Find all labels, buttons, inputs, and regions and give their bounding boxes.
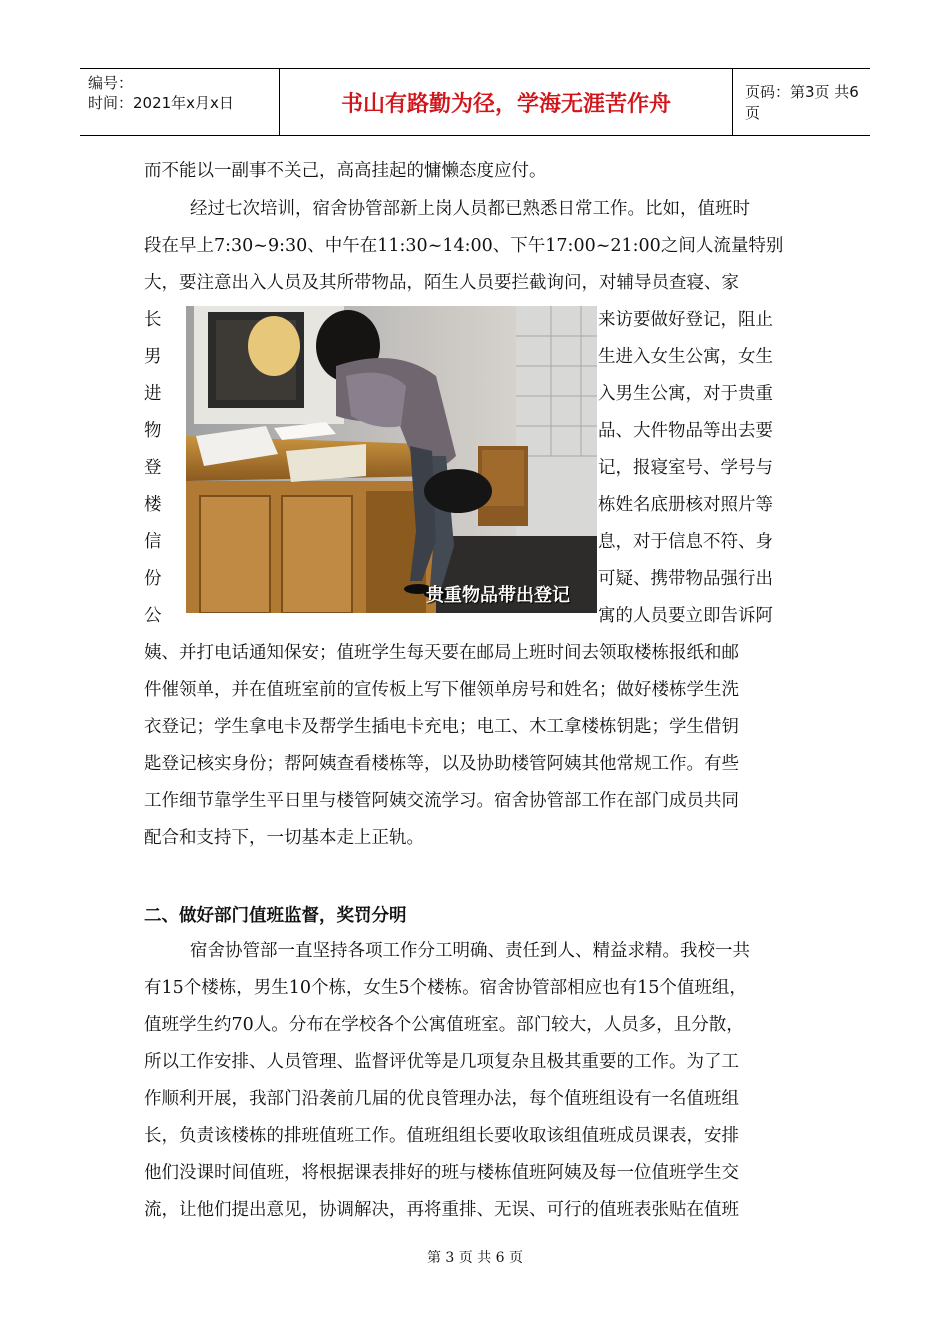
wrap-left-char: 男 [144,347,162,367]
paragraph-line: 配合和支持下，一切基本走上正轨。 [144,828,424,848]
paragraph-line: 件催领单，并在值班室前的宣传板上写下催领单房号和姓名；做好楼栋学生洗 [144,680,739,700]
photo-caption: 贵重物品带出登记 [426,585,570,606]
paragraph-line: 长，负责该楼栋的排班值班工作。值班组组长要收取该组值班成员课表，安排 [144,1126,739,1146]
wrap-left-char: 物 [144,421,162,441]
paragraph-line: 工作细节靠学生平日里与楼管阿姨交流学习。宿舍协管部工作在部门成员共同 [144,791,739,811]
paragraph-line: 衣登记；学生拿电卡及帮学生插电卡充电；电工、木工拿楼栋钥匙；学生借钥 [144,717,739,737]
paragraph-line: 姨、并打电话通知保安；值班学生每天要在邮局上班时间去领取楼栋报纸和邮 [144,643,739,663]
paragraph-line: 段在早上7:30~9:30、中午在11:30~14:00、下午17:00~21:00之间人流量特别 [144,236,784,256]
header-page-info: 页码：第3页 共6页 [745,83,859,122]
wrap-left-char: 公 [144,606,162,626]
document-header [80,68,870,136]
section-heading: 二、做好部门值班监督，奖罚分明 [144,906,407,926]
paragraph-line: 有15个楼栋，男生10个栋，女生5个楼栋。宿舍协管部相应也有15个值班组， [144,978,747,998]
paragraph-line: 而不能以一副事不关己，高高挂起的慵懒态度应付。 [144,161,547,181]
paragraph-line: 值班学生约70人。分布在学校各个公寓值班室。部门较大，人员多，且分散， [144,1015,744,1035]
wrap-right-text: 品、大件物品等出去要 [598,421,773,441]
registration-photo [186,306,597,613]
wrap-left-char: 进 [144,384,162,404]
document-date: 时间：2021年x月x日 [88,94,234,112]
wrap-right-text: 记，报寝室号、学号与 [598,458,773,478]
paragraph-line: 他们没课时间值班，将根据课表排好的班与楼栋值班阿姨及每一位值班学生交 [144,1163,739,1183]
paragraph-line: 匙登记核实身份；帮阿姨查看楼栋等，以及协助楼管阿姨其他常规工作。有些 [144,754,739,774]
wrap-right-text: 息，对于信息不符、身 [598,532,773,552]
paragraph-line: 大，要注意出入人员及其所带物品，陌生人员要拦截询问，对辅导员查寝、家 [144,273,739,293]
paragraph-line: 经过七次培训，宿舍协管部新上岗人员都已熟悉日常工作。比如，值班时 [190,199,750,219]
paragraph-line: 流，让他们提出意见，协调解决，再将重排、无误、可行的值班表张贴在值班 [144,1200,739,1220]
wrap-left-char: 信 [144,532,162,552]
wrap-right-text: 栋姓名底册核对照片等 [598,495,773,515]
wrap-left-char: 份 [144,569,162,589]
page-footer: 第 3 页 共 6 页 [426,1250,524,1266]
wrap-left-char: 登 [144,458,162,478]
paragraph-line: 宿舍协管部一直坚持各项工作分工明确、责任到人、精益求精。我校一共 [190,941,750,961]
wrap-right-text: 可疑、携带物品强行出 [598,569,773,589]
wrap-right-text: 来访要做好登记，阻止 [598,310,773,330]
header-motto: 书山有路勤为径，学海无涯苦作舟 [280,69,733,135]
wrap-right-text: 入男生公寓，对于贵重 [598,384,773,404]
wrap-left-char: 楼 [144,495,162,515]
header-meta-cell [80,69,280,135]
document-number-label: 编号： [88,74,134,92]
wrap-right-text: 寓的人员要立即告诉阿 [598,606,773,626]
wrap-right-text: 生进入女生公寓，女生 [598,347,773,367]
paragraph-line: 所以工作安排、人员管理、监督评优等是几项复杂且极其重要的工作。为了工 [144,1052,739,1072]
paragraph-line: 作顺利开展，我部门沿袭前几届的优良管理办法，每个值班组设有一名值班组 [144,1089,739,1109]
wrap-left-char: 长 [144,310,162,330]
